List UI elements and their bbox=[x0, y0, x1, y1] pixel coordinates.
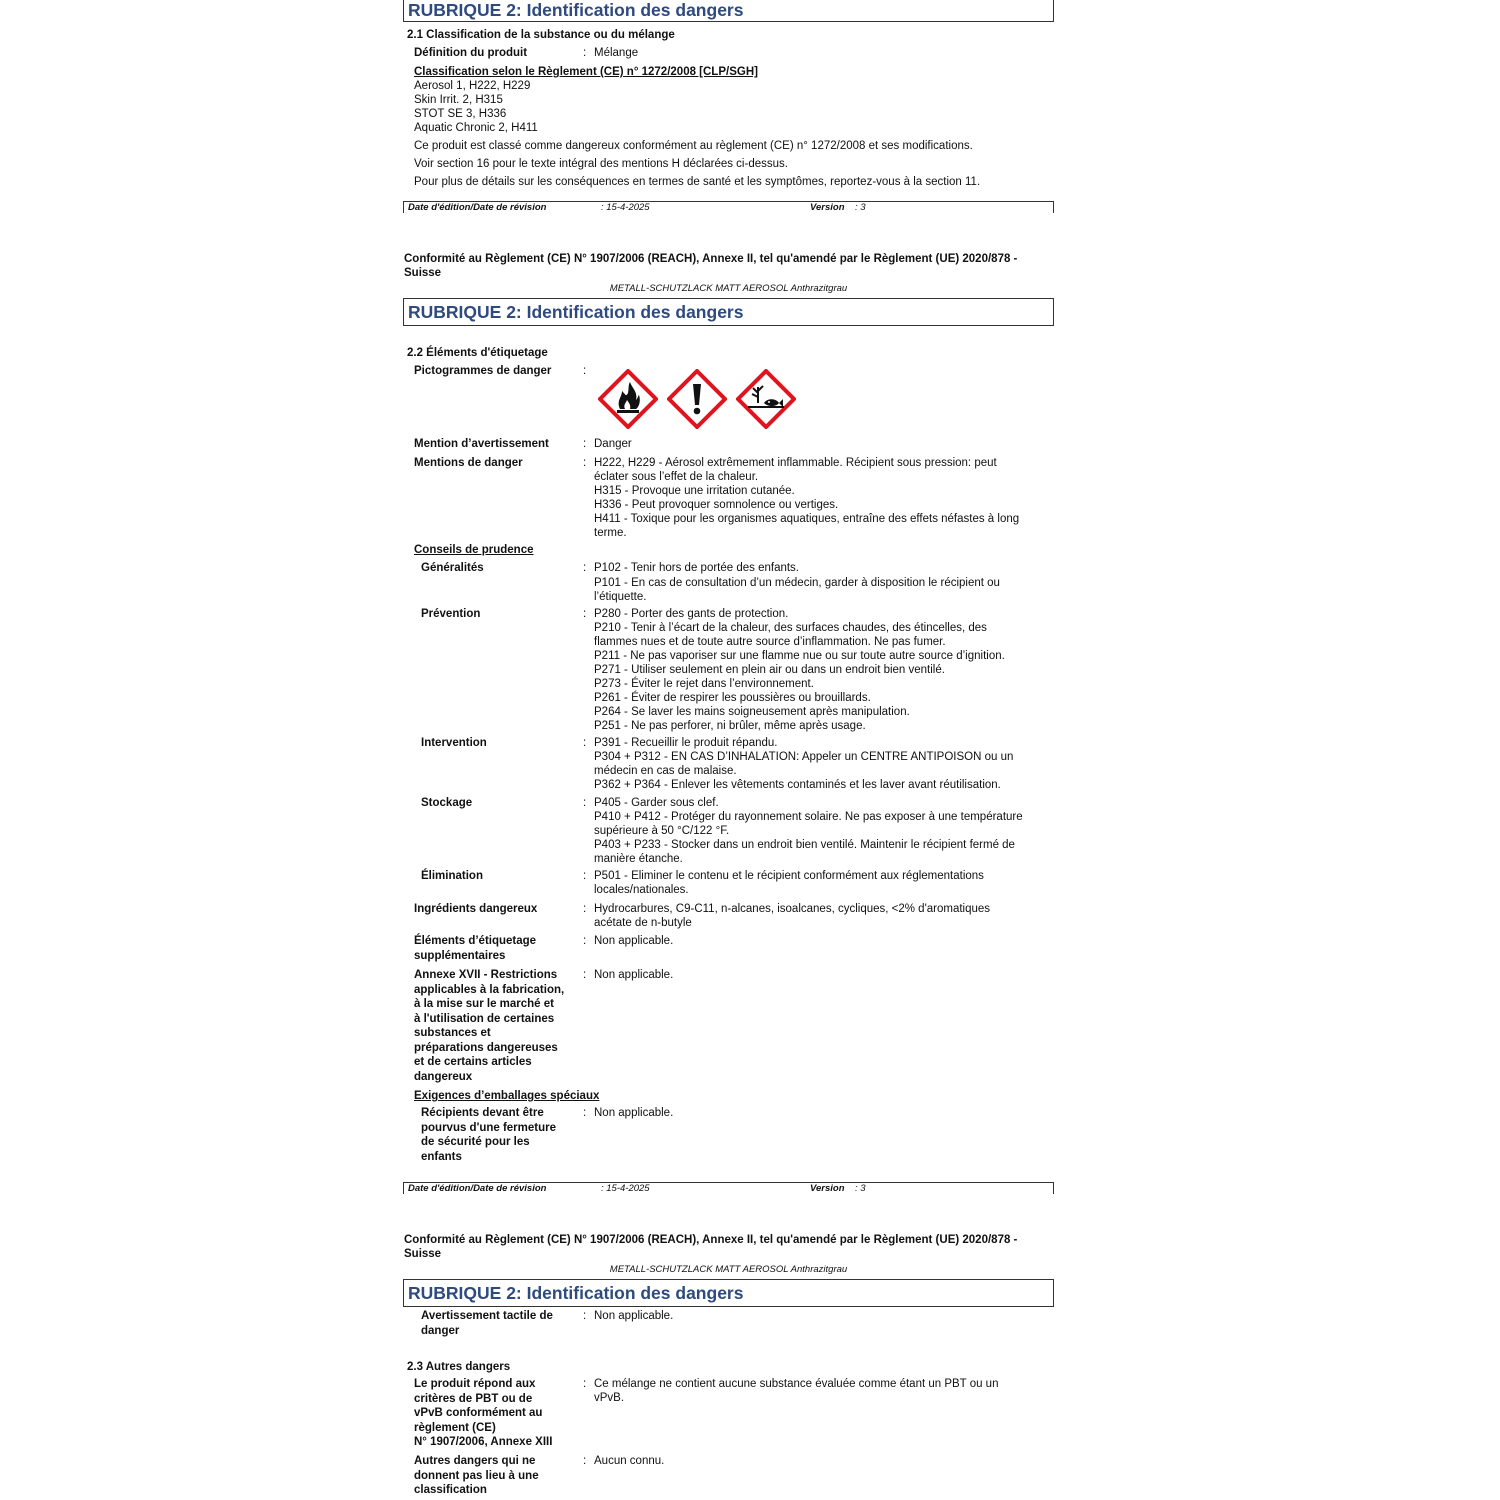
revision-date-value: : 15-4-2025 bbox=[601, 1183, 650, 1194]
revision-date-label: Date d'édition/Date de révision bbox=[408, 1183, 547, 1194]
classification-line: Aquatic Chronic 2, H411 bbox=[414, 122, 538, 134]
hazard-statements-value: H222, H229 - Aérosol extrêmement inflammable. Récipient sous pression: peut éclater sous l’effet de la chaleur. H315 - Provoque une irritation cutanée. H336 - Peut provoquer somnolence ou vertiges. H411 - Toxique pour les organismes aquatiques, entraîne des effets néfastes à long terme. bbox=[594, 457, 1020, 539]
classification-line: Skin Irrit. 2, H315 bbox=[414, 94, 503, 106]
version-label: Version bbox=[810, 1183, 845, 1194]
general-value: P102 - Tenir hors de portée des enfants. P101 - En cas de consultation d’un médecin, garder à disposition le récipient ou l’étiquette. bbox=[594, 562, 1000, 603]
revision-date-label: Date d'édition/Date de révision bbox=[408, 202, 547, 213]
prevention-label: Prévention bbox=[421, 608, 481, 620]
child-resistant-value: Non applicable. bbox=[594, 1107, 674, 1119]
prevention-value: P280 - Porter des gants de protection. P210 - Tenir à l’écart de la chaleur, des surfaces chaudes, des étincelles, des flammes nues et de toute autre source d’inflammation. Ne pas fumer. P211 - Ne pas vaporiser sur une flamme nue ou sur toute autre source d’ignition. P271 - Utiliser seulement en plein air ou dans un endroit bien ventilé. P273 - Éviter le rejet dans l’environnement. P261 - Éviter de respirer les poussières ou brouillards. P264 - Se laver les mains soigneusement après manipulation. P251 - Ne pas perforer, ni brûler, même après usage. bbox=[594, 608, 1005, 732]
colon: : bbox=[583, 1455, 587, 1467]
colon: : bbox=[583, 903, 587, 915]
colon: : bbox=[583, 457, 587, 469]
page-footer bbox=[403, 201, 1054, 213]
page-footer bbox=[403, 1182, 1054, 1194]
flame-icon bbox=[598, 369, 658, 429]
section-title-box bbox=[403, 1279, 1054, 1307]
colon: : bbox=[583, 1378, 587, 1390]
version-value: : 3 bbox=[855, 1183, 866, 1194]
tactile-warning-label: Avertissement tactile de danger bbox=[421, 1310, 553, 1337]
revision-date-value: : 15-4-2025 bbox=[601, 202, 650, 213]
version-value: : 3 bbox=[855, 202, 866, 213]
clp-classification-heading: Classification selon le Règlement (CE) n° 1272/2008 [CLP/SGH] bbox=[414, 66, 758, 78]
tactile-warning-value: Non applicable. bbox=[594, 1310, 674, 1322]
section-title: RUBRIQUE 2: Identification des dangers bbox=[408, 1283, 744, 1303]
signal-word-label: Mention d’avertissement bbox=[414, 438, 549, 450]
product-definition-value: Mélange bbox=[594, 47, 639, 59]
disposal-value: P501 - Eliminer le contenu et le récipient conformément aux réglementations locales/nationales. bbox=[594, 870, 984, 896]
other-hazards-label: Autres dangers qui ne donnent pas lieu à une classification bbox=[414, 1455, 539, 1496]
section-title: RUBRIQUE 2: Identification des dangers bbox=[408, 302, 744, 322]
colon: : bbox=[583, 737, 587, 749]
product-name: METALL-SCHUTZLACK MATT AEROSOL Anthrazitgrau bbox=[609, 1264, 848, 1275]
version-label: Version bbox=[810, 202, 845, 213]
colon: : bbox=[583, 870, 587, 882]
compliance-header: Conformité au Règlement (CE) N° 1907/2006 (REACH), Annexe II, tel qu'amendé par le Règlement (UE) 2020/878 - Suisse bbox=[404, 1234, 1018, 1260]
hazard-statements-label: Mentions de danger bbox=[414, 457, 523, 469]
response-label: Intervention bbox=[421, 737, 487, 749]
section-title-box bbox=[403, 298, 1054, 326]
colon: : bbox=[583, 562, 587, 574]
hazardous-ingredients-label: Ingrédients dangereux bbox=[414, 903, 538, 915]
compliance-header: Conformité au Règlement (CE) N° 1907/2006 (REACH), Annexe II, tel qu'amendé par le Règlement (UE) 2020/878 - Suisse bbox=[404, 253, 1018, 279]
response-value: P391 - Recueillir le produit répandu. P304 + P312 - EN CAS D’INHALATION: Appeler un CENTRE ANTIPOISON ou un médecin en cas de malaise. P362 + P364 - Enlever les vêtements contaminés et les laver avant réutilisation. bbox=[594, 737, 1014, 791]
classification-paragraph: Ce produit est classé comme dangereux conformément au règlement (CE) n° 1272/2008 et ses modifications. bbox=[414, 140, 973, 152]
storage-value: P405 - Garder sous clef. P410 + P412 - Protéger du rayonnement solaire. Ne pas exposer à une température supérieure à 50 °C/122 °F. P403 + P233 - Stocker dans un endroit bien ventilé. Maintenir le récipient fermé de manière étanche. bbox=[594, 797, 1023, 865]
subsection-2-1-heading: 2.1 Classification de la substance ou du mélange bbox=[407, 29, 675, 41]
colon: : bbox=[583, 797, 587, 809]
annex-xvii-label: Annexe XVII - Restrictions applicables à la fabrication, à la mise sur le marché et à l'utilisation de certaines substances et préparations dangereuses et de certains articles dangereux bbox=[414, 969, 565, 1083]
section-title: RUBRIQUE 2: Identification des dangers bbox=[408, 0, 744, 20]
exclamation-icon bbox=[667, 369, 727, 429]
precautionary-heading: Conseils de prudence bbox=[414, 544, 534, 556]
section-title-box bbox=[403, 0, 1054, 22]
document-page bbox=[403, 0, 1056, 1500]
classification-paragraph: Voir section 16 pour le texte intégral des mentions H déclarées ci-dessus. bbox=[414, 158, 788, 170]
classification-line: Aerosol 1, H222, H229 bbox=[414, 80, 531, 92]
colon: : bbox=[583, 365, 587, 377]
storage-label: Stockage bbox=[421, 797, 473, 809]
colon: : bbox=[583, 969, 587, 981]
colon: : bbox=[583, 608, 587, 620]
other-hazards-value: Aucun connu. bbox=[594, 1455, 665, 1467]
colon: : bbox=[583, 935, 587, 947]
product-name: METALL-SCHUTZLACK MATT AEROSOL Anthrazitgrau bbox=[609, 283, 848, 294]
pbt-vpvb-label: Le produit répond aux critères de PBT ou de vPvB conformément au règlement (CE) N° 1907/2006, Annexe XIII bbox=[414, 1378, 553, 1448]
classification-paragraph: Pour plus de détails sur les conséquences en termes de santé et les symptômes, reportez-vous à la section 11. bbox=[414, 176, 981, 188]
annex-xvii-value: Non applicable. bbox=[594, 969, 674, 981]
general-label: Généralités bbox=[421, 562, 484, 574]
subsection-2-3-heading: 2.3 Autres dangers bbox=[407, 1361, 511, 1373]
colon: : bbox=[583, 1107, 587, 1119]
subsection-2-2-heading: 2.2 Éléments d'étiquetage bbox=[407, 347, 548, 359]
pictograms-label: Pictogrammes de danger bbox=[414, 365, 552, 377]
colon: : bbox=[583, 438, 587, 450]
supplementary-label-elements-label: Éléments d’étiquetage supplémentaires bbox=[414, 935, 537, 962]
pbt-vpvb-value: Ce mélange ne contient aucune substance évaluée comme étant un PBT ou un vPvB. bbox=[594, 1378, 999, 1404]
supplementary-label-elements-value: Non applicable. bbox=[594, 935, 674, 947]
hazardous-ingredients-value: Hydrocarbures, C9-C11, n-alcanes, isoalcanes, cycliques, <2% d'aromatiques acétate de n-butyle bbox=[594, 903, 991, 929]
product-definition-label: Définition du produit bbox=[414, 47, 528, 59]
child-resistant-label: Récipients devant être pourvus d'une fermeture de sécurité pour les enfants bbox=[421, 1107, 557, 1163]
colon: : bbox=[583, 47, 587, 59]
signal-word-value: Danger bbox=[594, 438, 632, 450]
disposal-label: Élimination bbox=[421, 870, 483, 882]
special-packaging-heading: Exigences d’emballages spéciaux bbox=[414, 1090, 600, 1102]
environment-icon bbox=[736, 369, 796, 429]
classification-line: STOT SE 3, H336 bbox=[414, 108, 507, 120]
colon: : bbox=[583, 1310, 587, 1322]
